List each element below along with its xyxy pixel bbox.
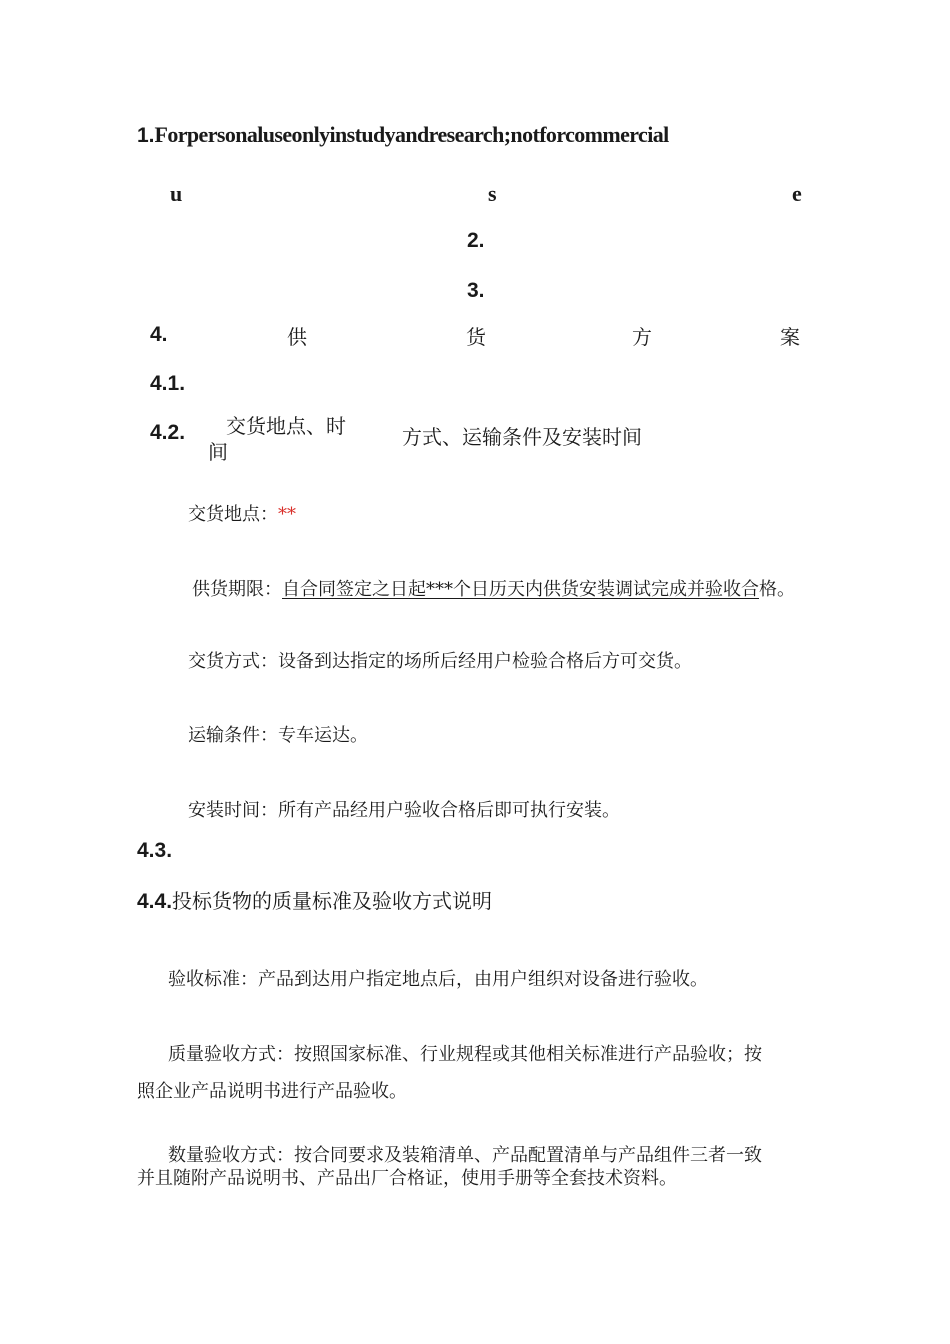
delivery-transport: 运输条件：专车运达。 (188, 725, 368, 746)
delivery-period-label: 供货期限： (192, 579, 282, 600)
acceptance-standard: 验收标准：产品到达用户指定地点后，由用户组织对设备进行验收。 (168, 969, 708, 990)
heading-4-2-part1-line1: 交货地点、时 (226, 414, 346, 438)
heading-4-char-2: 货 (466, 325, 486, 349)
heading-4-char-3: 方 (632, 325, 652, 349)
delivery-period-tail: 格。 (759, 579, 795, 600)
heading-4-2-part1-line2: 间 (208, 440, 228, 464)
acceptance-quality-line1: 质量验收方式：按照国家标准、行业规程或其他相关标准进行产品验收；按 (168, 1044, 762, 1065)
heading-4-4-number: 4.4. (137, 890, 173, 913)
delivery-method: 交货方式：设备到达指定的场所后经用户检验合格后方可交货。 (188, 651, 692, 672)
heading-2-number: 2. (467, 229, 485, 252)
delivery-location-label: 交货地点： (188, 504, 278, 525)
heading-4-2-number: 4.2. (150, 421, 186, 444)
acceptance-quality-line2: 照企业产品说明书进行产品验收。 (137, 1081, 407, 1102)
heading-1-cont-u: u (170, 181, 183, 206)
heading-3-number: 3. (467, 279, 485, 302)
acceptance-quantity-line2: 并且随附产品说明书、产品出厂合格证，使用手册等全套技术资料。 (137, 1168, 677, 1189)
heading-4-char-4: 案 (780, 325, 800, 349)
heading-4-1-number: 4.1. (150, 372, 186, 395)
delivery-location (188, 500, 296, 526)
heading-1-number: 1. (137, 124, 155, 147)
acceptance-quantity-line1: 数量验收方式：按合同要求及装箱清单、产品配置清单与产品组件三者一致 (168, 1145, 762, 1166)
heading-4-4-text: 投标货物的质量标准及验收方式说明 (172, 889, 493, 913)
delivery-location-value: ** (278, 504, 296, 525)
delivery-install: 安装时间：所有产品经用户验收合格后即可执行安装。 (188, 800, 620, 821)
delivery-period-underlined: 自合同签定之日起***个日历天内供货安装调试完成并验收合 (282, 579, 759, 600)
heading-4-2-clipped-text (208, 408, 378, 464)
heading-1 (137, 122, 669, 148)
heading-4-4 (137, 885, 492, 914)
heading-4-char-1: 供 (287, 325, 307, 349)
heading-4-2-part2: 方式、运输条件及安装时间 (402, 425, 642, 449)
heading-1-cont-s: s (488, 181, 497, 206)
heading-4-number: 4. (150, 323, 168, 346)
heading-1-cont-e: e (792, 181, 802, 206)
heading-4-3-number: 4.3. (137, 839, 173, 862)
heading-1-text: Forpersonaluseonlyinstudyandresearch;notforcommercial (154, 122, 669, 147)
delivery-period (192, 575, 795, 601)
